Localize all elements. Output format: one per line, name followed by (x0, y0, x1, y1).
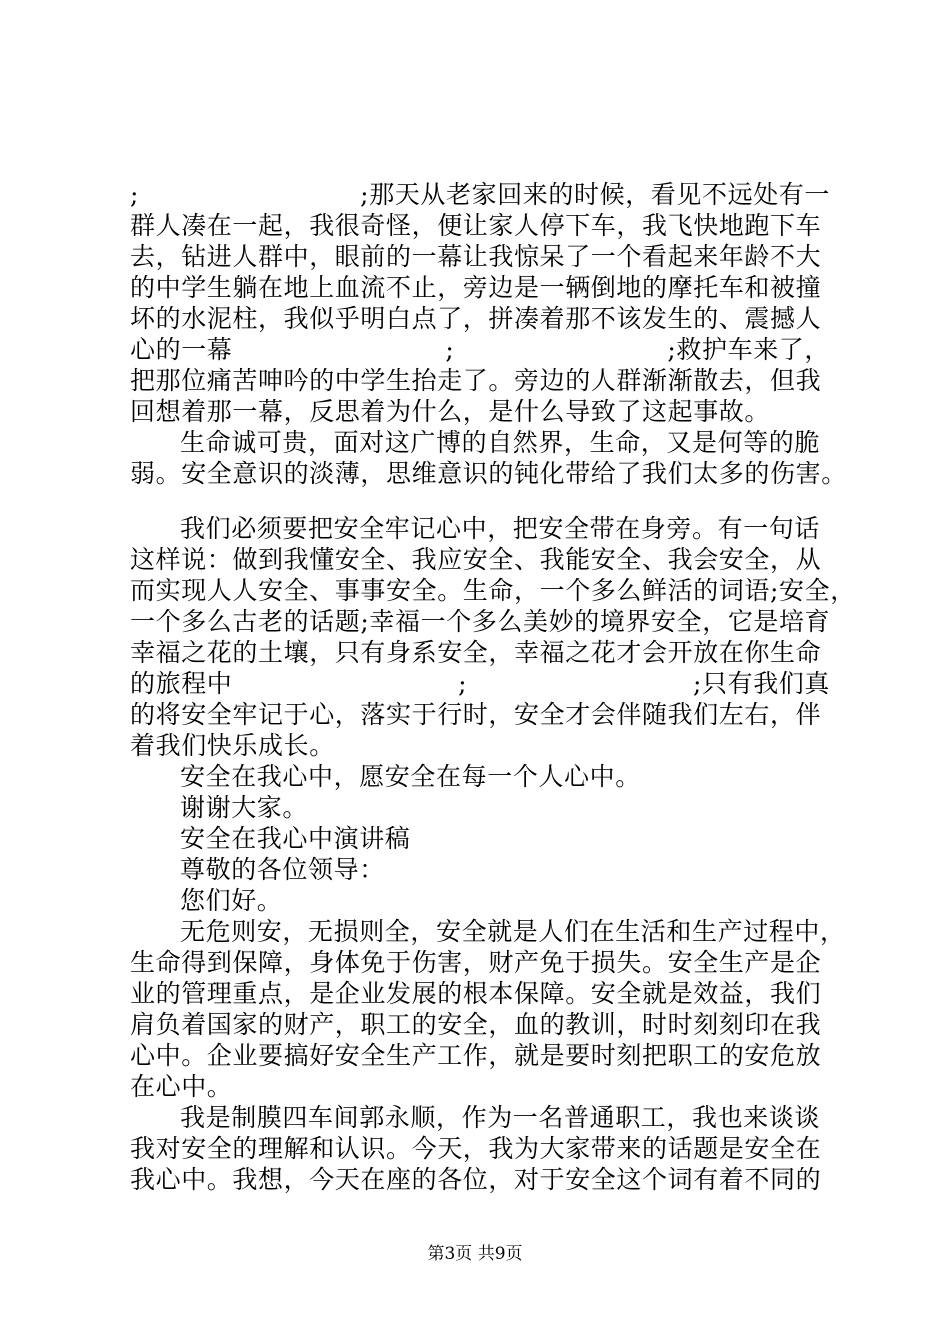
text-fragment: ;只有我们真 (692, 669, 830, 698)
text-line: 着我们快乐成长。 (130, 731, 335, 760)
text-fragment: 的旅程中 (130, 669, 233, 698)
text-line: 我心中。我想，今天在座的各位，对于安全这个词有着不同的 (130, 1165, 822, 1194)
text-line: 这样说：做到我懂安全、我应安全、我能安全、我会安全，从 (130, 545, 822, 574)
text-line: 去，钻进人群中，眼前的一幕让我惊呆了一个看起来年龄不大 (130, 242, 822, 271)
page-number-footer: 第3页 共9页 (427, 1244, 523, 1264)
text-fragment: ; (130, 180, 140, 209)
text-fragment: ;那天从老家回来的时候，看见不远处有一 (360, 180, 830, 209)
text-line: 生命诚可贵，面对这广博的自然界，生命，又是何等的脆 (180, 428, 821, 457)
text-fragment: 心的一幕 (130, 335, 233, 364)
text-line: 我是制膜四车间郭永顺，作为一名普通职工，我也来谈谈 (180, 1103, 821, 1132)
text-line: 的中学生躺在地上血流不止，旁边是一辆倒地的摩托车和被撞 (130, 273, 822, 302)
text-line: 弱。安全意识的淡薄，思维意识的钝化带给了我们太多的伤害。 (130, 459, 847, 488)
text-line: 一个多么古老的话题;幸福一个多么美妙的境界安全，它是培育 (130, 607, 831, 636)
text-line: 幸福之花的土壤，只有身系安全，幸福之花才会开放在你生命 (130, 638, 822, 667)
text-line: 心中。企业要搞好安全生产工作，就是要时刻把职工的安危放 (130, 1041, 822, 1070)
document-title: 安全在我心中演讲稿 (180, 824, 411, 853)
text-line: 群人凑在一起，我很奇怪，便让家人停下车，我飞快地跑下车 (130, 211, 822, 240)
text-line: 无危则安，无损则全，安全就是人们在生活和生产过程中， (180, 917, 846, 946)
text-line: 我们必须要把安全牢记心中，把安全带在身旁。有一句话 (180, 514, 821, 543)
text-line: 的将安全牢记于心，落实于行时，安全才会伴随我们左右，伴 (130, 700, 822, 729)
text-line (130, 335, 830, 366)
text-line: 业的管理重点，是企业发展的根本保障。安全就是效益，我们 (130, 979, 822, 1008)
text-line: 把那位痛苦呻吟的中学生抬走了。旁边的人群渐渐散去，但我 (130, 366, 822, 395)
text-fragment: ; (445, 335, 455, 364)
text-line: 肩负着国家的财产，职工的安全，血的教训，时时刻刻印在我 (130, 1010, 822, 1039)
text-line: 谢谢大家。 (180, 793, 309, 822)
text-line (130, 669, 830, 700)
text-line: 我对安全的理解和认识。今天，我为大家带来的话题是安全在 (130, 1134, 822, 1163)
salutation: 尊敬的各位领导： (180, 855, 385, 884)
text-line: 在心中。 (130, 1072, 233, 1101)
text-line: 而实现人人安全、事事安全。生命，一个多么鲜活的词语;安全， (130, 576, 856, 605)
greeting: 您们好。 (180, 886, 283, 915)
text-line: 安全在我心中，愿安全在每一个人心中。 (180, 762, 641, 791)
text-fragment: ; (458, 669, 468, 698)
text-line (130, 180, 830, 211)
text-line: 回想着那一幕，反思着为什么，是什么导致了这起事故。 (130, 397, 771, 426)
text-fragment: ;救护车来了， (667, 335, 830, 364)
text-line: 坏的水泥柱，我似乎明白点了，拼凑着那不该发生的、震撼人 (130, 304, 822, 333)
text-line: 生命得到保障，身体免于伤害，财产免于损失。安全生产是企 (130, 948, 822, 977)
